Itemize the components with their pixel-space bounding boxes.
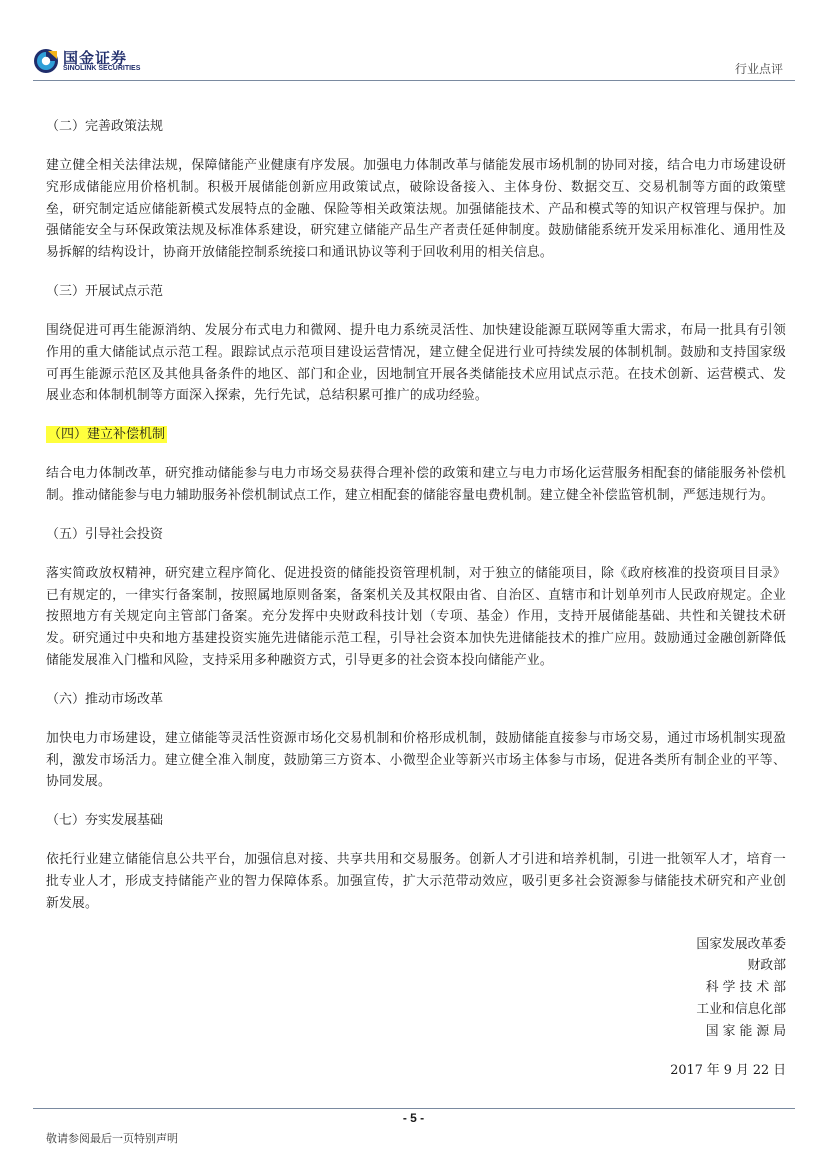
section-title-highlighted — [46, 426, 786, 444]
section-title — [46, 812, 786, 830]
section-foundation — [46, 812, 786, 914]
section-paragraph: 建立健全相关法律法规，保障储能产业健康有序发展。加强电力体制改革与储能发展市场机制的协同对接，结合电力市场建设研究形成储能应用价格机制。积极开展储能创新应用政策试点，破除设备接入、主体身份、数据交互、交易机制等方面的政策壁垒，研究制定适应储能新模式发展特点的金融、保险等相关政策法规。加强储能技术、产品和模式等的知识产权管理与保护。加强储能安全与环保政策法规及标准体系建设，研究建立储能产品生产者责任延伸制度。鼓励储能系统开发采用标准化、通用性及易拆解的结构设计，协商开放储能控制系统接口和通讯协议等利于回收利用的相关信息。 — [46, 158, 786, 261]
section-paragraph: 围绕促进可再生能源消纳、发展分布式电力和微网、提升电力系统灵活性、加快建设能源互联网等重大需求，布局一批具有引领作用的重大储能试点示范工程。跟踪试点示范项目建设运营情况，建立健全促进行业可持续发展的体制机制。鼓励和支持国家级可再生能源示范区及其他具备条件的地区、部门和企业，因地制宜开展各类储能技术应用试点示范。在技术创新、运营模式、发展业态和体制机制等方面深入探索，先行先试，总结积累可推广的成功经验。 — [46, 322, 786, 404]
section-paragraph: 落实简政放权精神，研究建立程序简化、促进投资的储能投资管理机制，对于独立的储能项目，除《政府核准的投资项目目录》已有规定的，一律实行备案制，按照属地原则备案，备案机关及其权限由省、自治区、直辖市和计划单列市人民政府规定。企业按照地方有关规定向主管部门备案。充分发挥中央财政科技计划（专项、基金）作用，支持开展储能基础、共性和关键技术研发。研究通过中央和地方基建投资实施先进储能示范工程，引导社会资本加快先进储能技术的推广应用。鼓励通过金融创新降低储能发展准入门槛和风险，支持采用多种融资方式，引导更多的社会资本投向储能产业。 — [46, 565, 786, 668]
page-header — [0, 0, 827, 80]
brand-name-cn: 国金证券 — [63, 49, 128, 67]
signatory: 国家发展改革委 — [696, 936, 786, 952]
page-number: - 5 - — [402, 1111, 425, 1125]
footer-divider — [33, 1108, 795, 1109]
section-paragraph: 加快电力市场建设，建立储能等灵活性资源市场化交易机制和价格形成机制，鼓励储能直接参与市场交易，通过市场机制实现盈利，激发市场活力。建立健全准入制度，鼓励第三方资本、小微型企业等新兴市场主体参与市场，促进各类所有制企业的平等、协同发展。 — [46, 730, 786, 790]
brand-logo — [33, 46, 163, 80]
section-paragraph: 结合电力体制改革，研究推动储能参与电力市场交易获得合理补偿的政策和建立与电力市场化运营服务相配套的储能服务补偿机制。推动储能参与电力辅助服务补偿机制试点工作，建立相配套的储能容量电费机制。建立健全补偿监管机制，严惩违规行为。 — [46, 466, 786, 503]
section-title-text: （四）建立补偿机制 — [48, 427, 166, 443]
section-title — [46, 118, 786, 136]
section-title-text: （二）完善政策法规 — [46, 119, 164, 134]
signatory: 科 学 技 术 部 — [705, 980, 786, 996]
section-market-reform — [46, 691, 786, 793]
signatory-block — [46, 934, 786, 1043]
sinolink-logo-icon — [33, 48, 59, 74]
section-title-text: （五）引导社会投资 — [46, 526, 164, 542]
disclaimer-note: 敬请参阅最后一页特别声明 — [46, 1132, 178, 1145]
signatory: 国 家 能 源 局 — [705, 1023, 786, 1039]
section-title-text: （三）开展试点示范 — [46, 283, 164, 299]
document-date: 2017 年 9 月 22 日 — [670, 1062, 786, 1078]
report-type-label: 行业点评 — [734, 62, 783, 76]
header-divider — [33, 80, 795, 81]
section-paragraph: 依托行业建立储能信息公共平台，加强信息对接、共享共用和交易服务。创新人才引进和培养机制，引进一批领军人才，培育一批专业人才，形成支持储能产业的智力保障体系。加强宣传，扩大示范带动效应，吸引更多社会资源参与储能技术研究和产业创新发展。 — [46, 852, 786, 911]
section-compensation — [46, 426, 786, 507]
document-body — [46, 118, 786, 1081]
section-title — [46, 691, 786, 709]
signatory: 工业和信息化部 — [696, 1001, 786, 1017]
brand-name-en: SINOLINK SECURITIES — [63, 65, 141, 72]
section-title — [46, 526, 786, 544]
section-title-text: （七）夯实发展基础 — [46, 813, 164, 829]
section-pilot — [46, 283, 786, 407]
section-policy — [46, 118, 786, 264]
section-title — [46, 283, 786, 301]
signatory: 财政部 — [747, 958, 786, 974]
section-investment — [46, 526, 786, 672]
section-title-text: （六）推动市场改革 — [46, 691, 164, 707]
